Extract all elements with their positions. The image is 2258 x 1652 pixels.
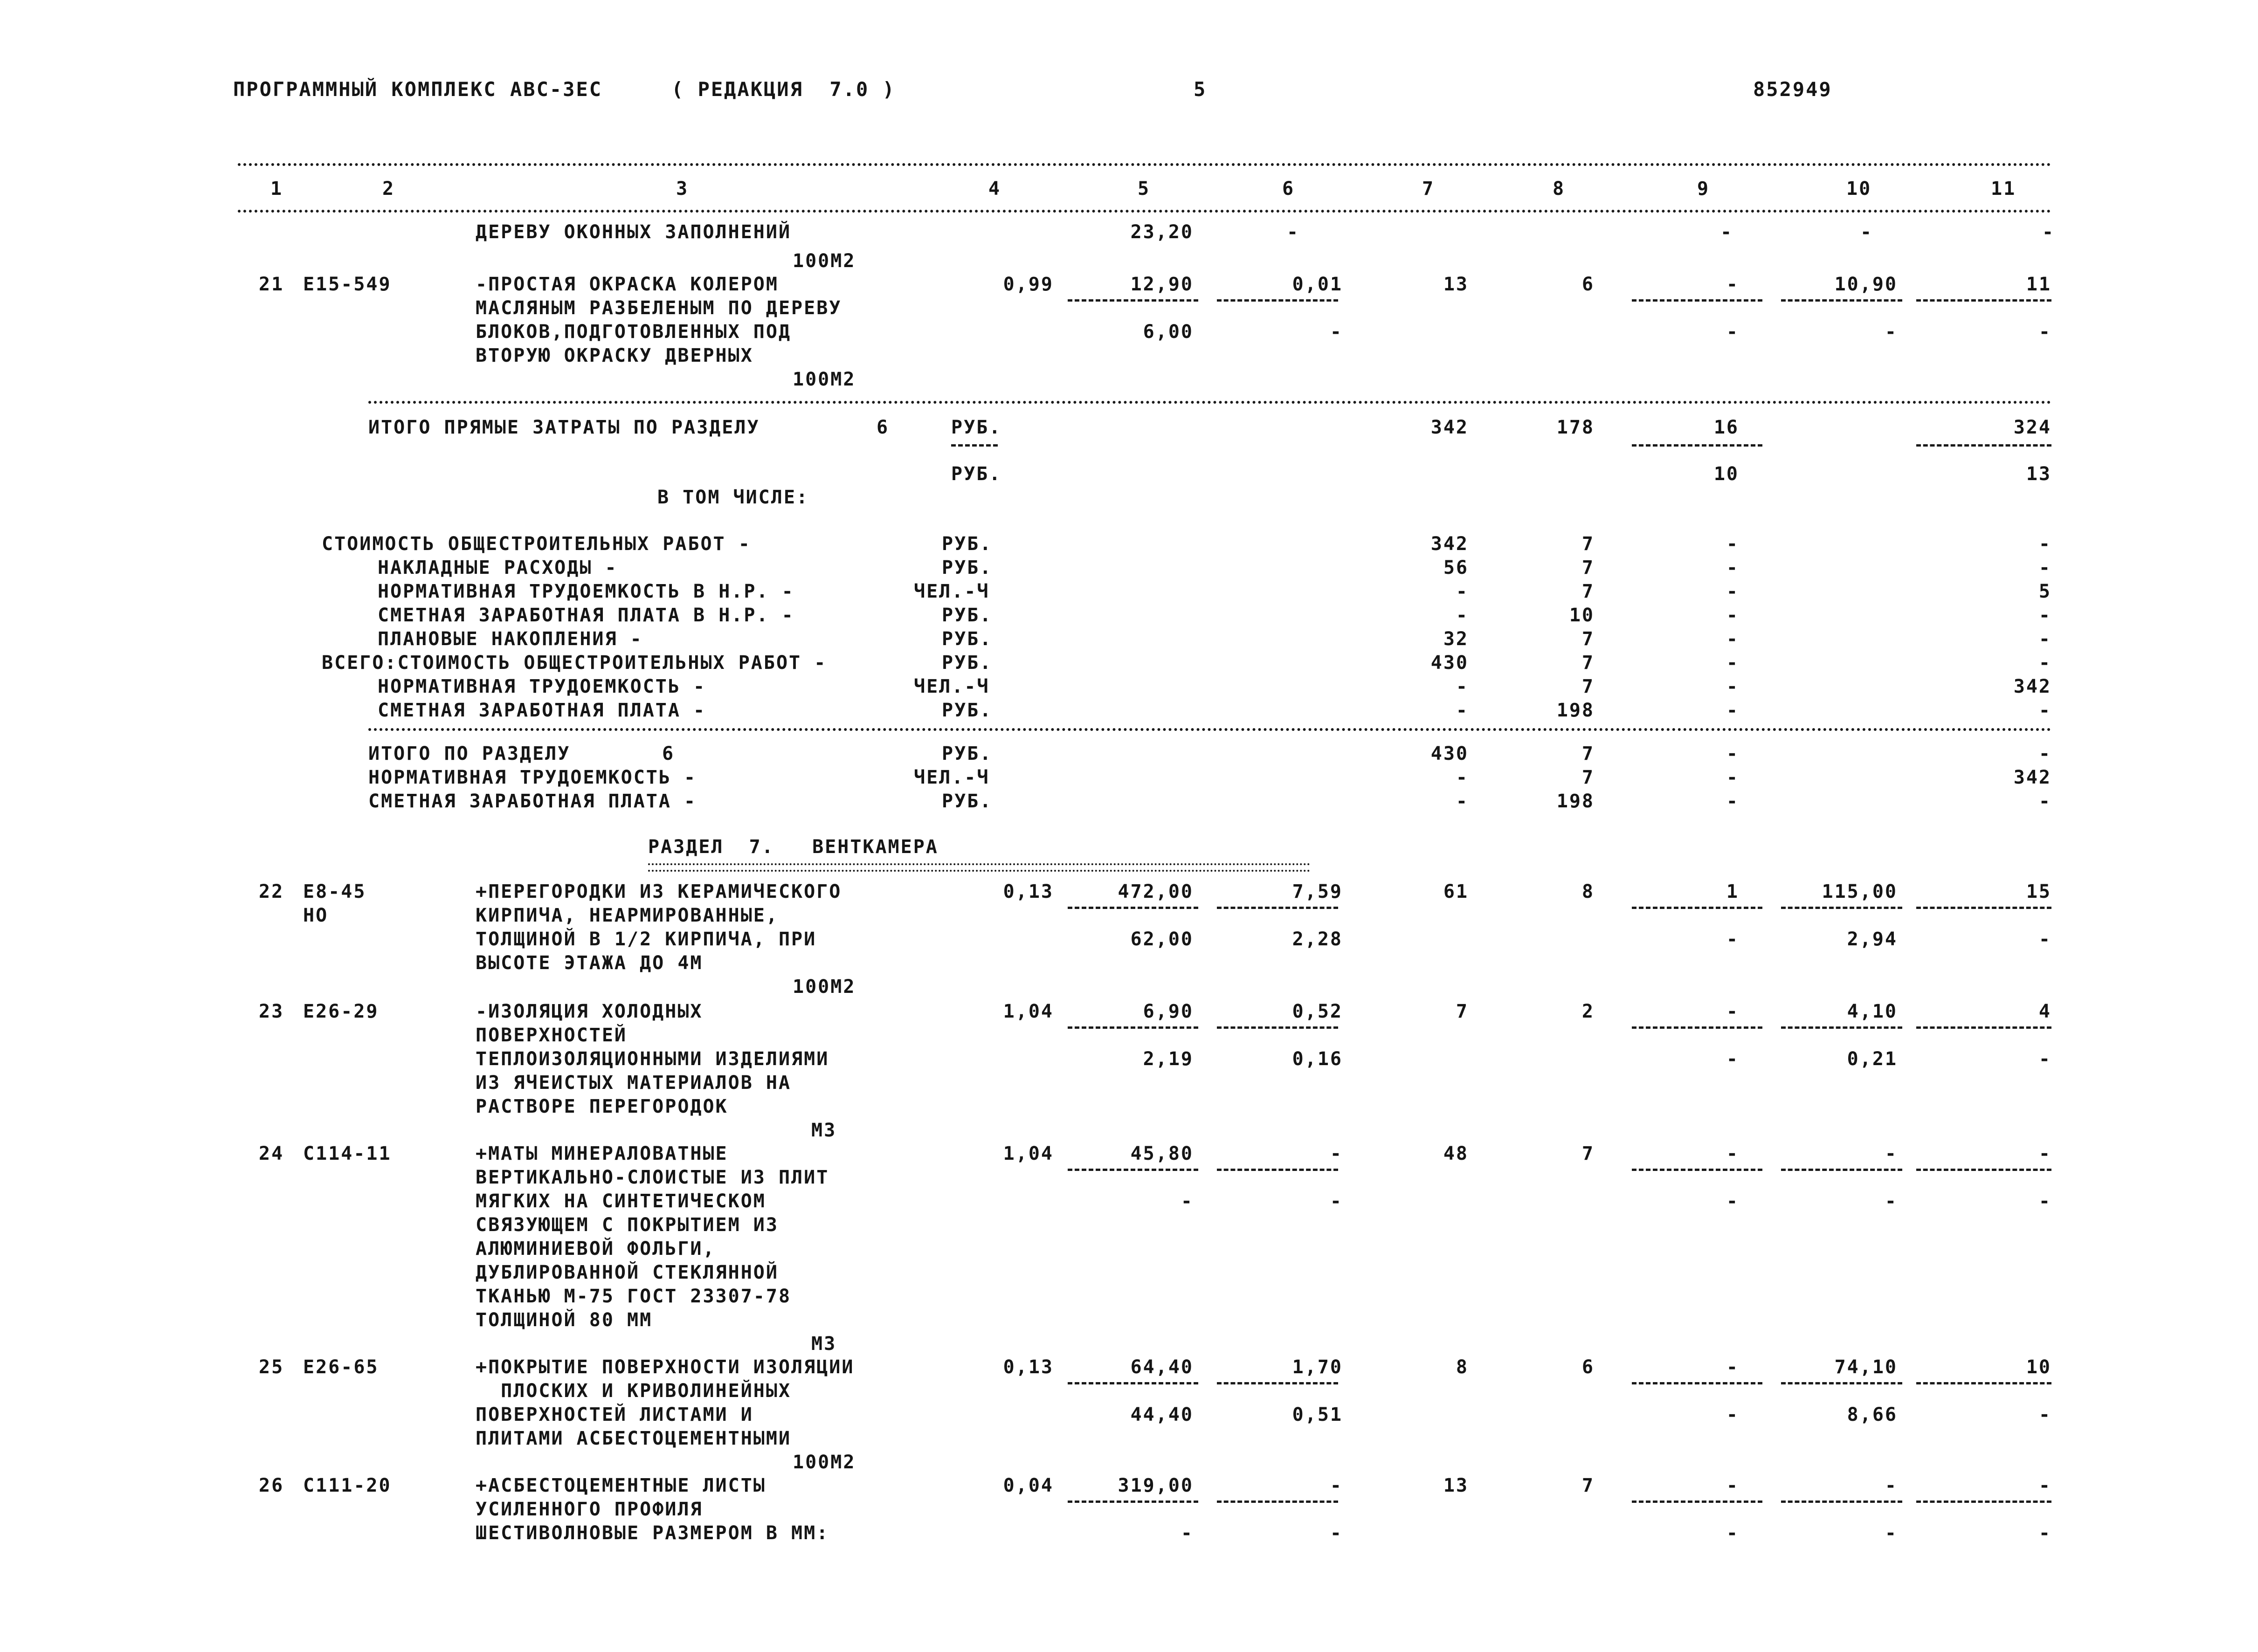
cell-c5-sub: 62,00 (1130, 929, 1194, 950)
cell-c9: - (1726, 1001, 1739, 1022)
cell-separator (951, 444, 998, 447)
cell-c11: 324 (2013, 417, 2051, 438)
cell-c4: 0,13 (1003, 881, 1054, 902)
cell-c11: 342 (2013, 676, 2051, 697)
cell-c9-sub: - (1726, 321, 1739, 343)
cell-separator (1781, 907, 1902, 909)
cell-c7: 342 (1430, 533, 1469, 555)
cell-c11: 4 (2038, 1001, 2051, 1022)
cell-c7: - (1456, 605, 1469, 626)
cell-c5: 23,20 (1130, 221, 1194, 243)
cell-c7: 61 (1443, 881, 1469, 902)
cell-separator (1916, 1026, 2051, 1029)
cell-separator (1632, 1382, 1762, 1384)
cell-c8: 7 (1581, 581, 1595, 602)
cell-separator (1068, 299, 1198, 302)
cell-c11: - (2038, 743, 2051, 764)
item-description-line: +ПОКРЫТИЕ ПОВЕРХНОСТИ ИЗОЛЯЦИИ (476, 1356, 855, 1378)
cell-c11: - (2038, 652, 2051, 674)
cell-c6: 7,59 (1292, 881, 1343, 902)
cell-separator (1632, 1169, 1762, 1171)
cell-c9: - (1726, 628, 1739, 650)
cell-c9: - (1726, 676, 1739, 697)
cell-c8: 7 (1581, 533, 1595, 555)
cell-c10: - (1885, 1143, 1898, 1164)
cell-separator (1916, 444, 2051, 447)
item-number: 24 (259, 1143, 284, 1164)
section-total-label: НОРМАТИВНАЯ ТРУДОЕМКОСТЬ - (368, 767, 697, 788)
item-code: С111-20 (303, 1475, 392, 1496)
breakdown-label: СМЕТНАЯ ЗАРАБОТНАЯ ПЛАТА - (378, 700, 706, 721)
cell-separator (1916, 1382, 2051, 1384)
cell-c6: 1,70 (1292, 1356, 1343, 1378)
cell-c9: - (1726, 767, 1739, 788)
cell-separator (1632, 1501, 1762, 1503)
breakdown-label: СТОИМОСТЬ ОБЩЕСТРОИТЕЛЬНЫХ РАБОТ - (322, 533, 751, 555)
unit-label: РУБ. (951, 463, 1002, 485)
cell-c9-sub: - (1726, 1404, 1739, 1425)
cell-c7: 430 (1430, 652, 1469, 674)
item-description-line: АЛЮМИНИЕВОЙ ФОЛЬГИ, (476, 1238, 716, 1260)
breakdown-label: НАКЛАДНЫЕ РАСХОДЫ - (378, 557, 618, 578)
cell-c8: 2 (1581, 1001, 1595, 1022)
cell-c10: 74,10 (1834, 1356, 1898, 1378)
subtotal-separator (368, 401, 2051, 404)
item-unit: М3 (811, 1333, 837, 1355)
cell-c7: - (1456, 767, 1469, 788)
cell-c9: - (1726, 791, 1739, 812)
cell-c6: 0,52 (1292, 1001, 1343, 1022)
cell-separator (1217, 1026, 1338, 1029)
item-description-line: ВЕРТИКАЛЬНО-СЛОИСТЫЕ ИЗ ПЛИТ (476, 1167, 829, 1188)
cell-c9-sub: 10 (1713, 463, 1739, 485)
unit-label: ЧЕЛ.-Ч (914, 767, 990, 788)
cell-separator (1217, 299, 1338, 302)
breakdown-label: НОРМАТИВНАЯ ТРУДОЕМКОСТЬ В Н.Р. - (378, 581, 794, 602)
cell-c8: 178 (1556, 417, 1595, 438)
cell-c4: 0,04 (1003, 1475, 1054, 1496)
cell-c11-sub: - (2038, 1522, 2051, 1544)
cell-c8: 198 (1556, 700, 1595, 721)
unit-label: РУБ. (942, 652, 993, 674)
unit-label: РУБ. (942, 605, 993, 626)
program-title: ПРОГРАММНЫЙ КОМПЛЕКС АВС-3ЕС (233, 78, 603, 101)
cell-c6: - (1330, 1143, 1343, 1164)
cell-c7: 430 (1430, 743, 1469, 764)
unit-label: РУБ. (951, 417, 1002, 438)
item-code: Е26-65 (303, 1356, 379, 1378)
cell-c9: - (1726, 700, 1739, 721)
item-description-line: ТОЛЩИНОЙ 80 ММ (476, 1309, 653, 1331)
cell-c11: - (2038, 791, 2051, 812)
total-separator (368, 728, 2051, 731)
cell-c7: - (1456, 700, 1469, 721)
item-number: 23 (259, 1001, 284, 1022)
page-number: 5 (1194, 78, 1207, 101)
item-description-line: ТЕПЛОИЗОЛЯЦИОННЫМИ ИЗДЕЛИЯМИ (476, 1048, 829, 1070)
item-description-line: БЛОКОВ,ПОДГОТОВЛЕННЫХ ПОД (476, 321, 792, 343)
item-description-line: ДЕРЕВУ ОКОННЫХ ЗАПОЛНЕНИЙ (476, 221, 792, 243)
breakdown-label: НОРМАТИВНАЯ ТРУДОЕМКОСТЬ - (378, 676, 706, 697)
unit-label: РУБ. (942, 533, 993, 555)
item-code: Е15-549 (303, 274, 392, 295)
direct-costs-section: 6 (877, 417, 890, 438)
column-header-bottom-border (238, 210, 2051, 213)
item-description-line: ИЗ ЯЧЕИСТЫХ МАТЕРИАЛОВ НА (476, 1072, 792, 1094)
column-number: 6 (1282, 178, 1295, 200)
item-number: 26 (259, 1475, 284, 1496)
cell-separator (1068, 907, 1198, 909)
cell-separator (1781, 299, 1902, 302)
cell-c8: 6 (1581, 1356, 1595, 1378)
cell-c9: - (1726, 274, 1739, 295)
cell-c11-sub: - (2038, 1048, 2051, 1070)
section-total-number: 6 (662, 743, 675, 764)
cell-c11: - (2038, 700, 2051, 721)
doc-number: 852949 (1753, 78, 1832, 101)
item-description-line: КИРПИЧА, НЕАРМИРОВАННЫЕ, (476, 905, 779, 926)
cell-c7: 32 (1443, 628, 1469, 650)
cell-c9-sub: - (1726, 1522, 1739, 1544)
cell-c10-sub: - (1885, 1191, 1898, 1212)
column-number: 1 (270, 178, 283, 200)
cell-c10: 115,00 (1822, 881, 1898, 902)
cell-c5-sub: - (1181, 1191, 1194, 1212)
column-number: 5 (1138, 178, 1151, 200)
cell-c6: - (1330, 1475, 1343, 1496)
cell-c8: 198 (1556, 791, 1595, 812)
cell-c11: - (2038, 533, 2051, 555)
cell-c7: - (1456, 791, 1469, 812)
cell-c7: 48 (1443, 1143, 1469, 1164)
breakdown-label: СМЕТНАЯ ЗАРАБОТНАЯ ПЛАТА В Н.Р. - (378, 605, 794, 626)
cell-c8: 7 (1581, 743, 1595, 764)
cell-c9-sub: - (1726, 1191, 1739, 1212)
cell-separator (1068, 1026, 1198, 1029)
cell-c9-sub: - (1726, 929, 1739, 950)
item-code: Е8-45 (303, 881, 366, 902)
cell-c11: - (2038, 628, 2051, 650)
item-unit: М3 (811, 1120, 837, 1141)
item-description-line: -ПРОСТАЯ ОКРАСКА КОЛЕРОМ (476, 274, 779, 295)
item-unit: 100М2 (793, 250, 856, 272)
cell-c11: - (2038, 557, 2051, 578)
cell-c11-sub: - (2038, 1191, 2051, 1212)
column-number: 8 (1553, 178, 1566, 200)
item-description-line: ВЫСОТЕ ЭТАЖА ДО 4М (476, 952, 703, 974)
cell-separator (1632, 444, 1762, 447)
direct-costs-label: ИТОГО ПРЯМЫЕ ЗАТРАТЫ ПО РАЗДЕЛУ (368, 417, 760, 438)
item-description-line: РАСТВОРЕ ПЕРЕГОРОДОК (476, 1096, 728, 1117)
column-number: 7 (1422, 178, 1435, 200)
cell-c11: - (2038, 605, 2051, 626)
cell-separator (1781, 1382, 1902, 1384)
item-description-line: ВТОРУЮ ОКРАСКУ ДВЕРНЫХ (476, 345, 753, 366)
cell-c5-sub: - (1181, 1522, 1194, 1544)
cell-c7: - (1456, 676, 1469, 697)
cell-separator (1916, 1501, 2051, 1503)
cell-c9: - (1726, 557, 1739, 578)
cell-c9: - (1726, 743, 1739, 764)
edition: ( РЕДАКЦИЯ 7.0 ) (671, 78, 896, 101)
cell-separator (1068, 1501, 1198, 1503)
cell-c7: 8 (1456, 1356, 1469, 1378)
cell-c11-sub: 13 (2026, 463, 2051, 485)
cell-separator (1781, 1501, 1902, 1503)
cell-c8: 7 (1581, 767, 1595, 788)
cell-c7: 7 (1456, 1001, 1469, 1022)
cell-c11: - (2042, 221, 2055, 243)
cell-separator (1781, 1169, 1902, 1171)
unit-label: ЧЕЛ.-Ч (914, 676, 990, 697)
item-description-line: +МАТЫ МИНЕРАЛОВАТНЫЕ (476, 1143, 728, 1164)
column-number: 2 (382, 178, 395, 200)
cell-c7: 342 (1430, 417, 1469, 438)
item-description-line: -ИЗОЛЯЦИЯ ХОЛОДНЫХ (476, 1001, 703, 1022)
item-number: 21 (259, 274, 284, 295)
cell-c5: 12,90 (1130, 274, 1194, 295)
cell-c10-sub: 0,21 (1847, 1048, 1898, 1070)
cell-c9: - (1726, 1356, 1739, 1378)
cell-c5: 6,90 (1143, 1001, 1194, 1022)
cell-separator (1632, 299, 1762, 302)
cell-c11-sub: - (2038, 321, 2051, 343)
breakdown-label: ПЛАНОВЫЕ НАКОПЛЕНИЯ - (378, 628, 643, 650)
cell-c10-sub: - (1885, 321, 1898, 343)
item-code: Е26-29 (303, 1001, 379, 1022)
cell-c8: 8 (1581, 881, 1595, 902)
cell-c6: 0,01 (1292, 274, 1343, 295)
table-top-border (238, 163, 2051, 166)
item-unit: 100М2 (793, 976, 856, 998)
cell-c8: 7 (1581, 676, 1595, 697)
cell-c5-sub: 6,00 (1143, 321, 1194, 343)
item-description-line: +АСБЕСТОЦЕМЕНТНЫЕ ЛИСТЫ (476, 1475, 766, 1496)
item-description-line: ШЕСТИВОЛНОВЫЕ РАЗМЕРОМ В ММ: (476, 1522, 829, 1544)
cell-c9: - (1726, 1475, 1739, 1496)
cell-c10-sub: 8,66 (1847, 1404, 1898, 1425)
cell-c6-sub: 0,51 (1292, 1404, 1343, 1425)
cell-c7: 13 (1443, 274, 1469, 295)
cell-c9: - (1720, 221, 1733, 243)
unit-label: РУБ. (942, 557, 993, 578)
cell-c7: 13 (1443, 1475, 1469, 1496)
cell-separator (1916, 1169, 2051, 1171)
cell-separator (1632, 907, 1762, 909)
cell-c10-sub: - (1885, 1522, 1898, 1544)
cell-c9: - (1726, 533, 1739, 555)
item-code: С114-11 (303, 1143, 392, 1164)
cell-c11: 15 (2026, 881, 2051, 902)
item-unit: 100М2 (793, 1452, 856, 1473)
item-description-line: МЯГКИХ НА СИНТЕТИЧЕСКОМ (476, 1191, 766, 1212)
cell-separator (1916, 299, 2051, 302)
cell-c6-sub: 0,16 (1292, 1048, 1343, 1070)
cell-separator (1217, 907, 1338, 909)
cell-separator (1068, 1169, 1198, 1171)
cell-separator (1781, 1026, 1902, 1029)
column-number: 11 (1991, 178, 2016, 200)
cell-c4: 0,99 (1003, 274, 1054, 295)
cell-c8: 7 (1581, 652, 1595, 674)
breakdown-label: ВСЕГО:СТОИМОСТЬ ОБЩЕСТРОИТЕЛЬНЫХ РАБОТ - (322, 652, 827, 674)
cell-separator (1217, 1382, 1338, 1384)
cell-c10: - (1860, 221, 1873, 243)
cell-c7: 56 (1443, 557, 1469, 578)
unit-label: РУБ. (942, 743, 993, 764)
cell-c10: - (1885, 1475, 1898, 1496)
cell-c9: 1 (1726, 881, 1739, 902)
cell-c9: - (1726, 605, 1739, 626)
cell-c11: 10 (2026, 1356, 2051, 1378)
cell-c9-sub: - (1726, 1048, 1739, 1070)
including-label: В ТОМ ЧИСЛЕ: (657, 487, 809, 508)
cell-c8: 7 (1581, 628, 1595, 650)
cell-c8: 7 (1581, 557, 1595, 578)
cell-c5: 45,80 (1130, 1143, 1194, 1164)
cell-c11: 11 (2026, 274, 2051, 295)
cell-c11: - (2038, 1475, 2051, 1496)
cell-c6: - (1287, 221, 1300, 243)
cell-c4: 0,13 (1003, 1356, 1054, 1378)
cell-c10: 4,10 (1847, 1001, 1898, 1022)
item-description-line: ТОЛЩИНОЙ В 1/2 КИРПИЧА, ПРИ (476, 929, 817, 950)
cell-c11: - (2038, 1143, 2051, 1164)
unit-label: РУБ. (942, 700, 993, 721)
item-number: 25 (259, 1356, 284, 1378)
cell-c6-sub: - (1330, 321, 1343, 343)
item-unit: 100М2 (793, 369, 856, 390)
cell-separator (1632, 1026, 1762, 1029)
cell-c5-sub: 44,40 (1130, 1404, 1194, 1425)
cell-c5: 64,40 (1130, 1356, 1194, 1378)
item-description-line: ПОВЕРХНОСТЕЙ (476, 1025, 627, 1046)
unit-label: РУБ. (942, 628, 993, 650)
cell-c11: 342 (2013, 767, 2051, 788)
cell-c4: 1,04 (1003, 1001, 1054, 1022)
item-code-suffix: НО (303, 905, 329, 926)
section-title: РАЗДЕЛ 7. ВЕНТКАМЕРА (648, 836, 939, 858)
item-description-line: ТКАНЬЮ М-75 ГОСТ 23307-78 (476, 1286, 792, 1307)
cell-c6-sub: 2,28 (1292, 929, 1343, 950)
unit-label: ЧЕЛ.-Ч (914, 581, 990, 602)
cell-separator (1068, 1382, 1198, 1384)
cell-separator (1916, 907, 2051, 909)
cell-c5-sub: 2,19 (1143, 1048, 1194, 1070)
item-description-line: СВЯЗУЮЩЕМ С ПОКРЫТИЕМ ИЗ (476, 1214, 779, 1236)
column-number: 9 (1697, 178, 1710, 200)
item-description-line: ДУБЛИРОВАННОЙ СТЕКЛЯННОЙ (476, 1262, 779, 1283)
item-description-line: МАСЛЯНЫМ РАЗБЕЛЕНЫМ ПО ДЕРЕВУ (476, 297, 842, 319)
cell-c9: - (1726, 581, 1739, 602)
section-title-underline (648, 863, 1310, 872)
cell-c5: 319,00 (1118, 1475, 1194, 1496)
column-number: 10 (1846, 178, 1872, 200)
item-description-line: +ПЕРЕГОРОДКИ ИЗ КЕРАМИЧЕСКОГО (476, 881, 842, 902)
cell-c8: 10 (1569, 605, 1595, 626)
section-total-label: ИТОГО ПО РАЗДЕЛУ (368, 743, 571, 764)
cell-c11-sub: - (2038, 1404, 2051, 1425)
cell-separator (1217, 1169, 1338, 1171)
cell-c6-sub: - (1330, 1191, 1343, 1212)
item-description-line: ПОВЕРХНОСТЕЙ ЛИСТАМИ И (476, 1404, 753, 1425)
column-number: 4 (988, 178, 1001, 200)
cell-c11: 5 (2038, 581, 2051, 602)
cell-c4: 1,04 (1003, 1143, 1054, 1164)
item-number: 22 (259, 881, 284, 902)
cell-c10-sub: 2,94 (1847, 929, 1898, 950)
section-total-label: СМЕТНАЯ ЗАРАБОТНАЯ ПЛАТА - (368, 791, 697, 812)
cell-c5: 472,00 (1118, 881, 1194, 902)
cell-c9: - (1726, 652, 1739, 674)
cell-c8: 6 (1581, 274, 1595, 295)
cell-c9: 16 (1713, 417, 1739, 438)
cell-c10: 10,90 (1834, 274, 1898, 295)
cell-c8: 7 (1581, 1143, 1595, 1164)
item-description-line: ПЛОСКИХ И КРИВОЛИНЕЙНЫХ (476, 1380, 792, 1402)
cell-separator (1217, 1501, 1338, 1503)
unit-label: РУБ. (942, 791, 993, 812)
item-description-line: ПЛИТАМИ АСБЕСТОЦЕМЕНТНЫМИ (476, 1428, 792, 1449)
cell-c8: 7 (1581, 1475, 1595, 1496)
column-number: 3 (676, 178, 689, 200)
item-description-line: УСИЛЕННОГО ПРОФИЛЯ (476, 1499, 703, 1520)
cell-c11-sub: - (2038, 929, 2051, 950)
cell-c7: - (1456, 581, 1469, 602)
cell-c9: - (1726, 1143, 1739, 1164)
cell-c6-sub: - (1330, 1522, 1343, 1544)
